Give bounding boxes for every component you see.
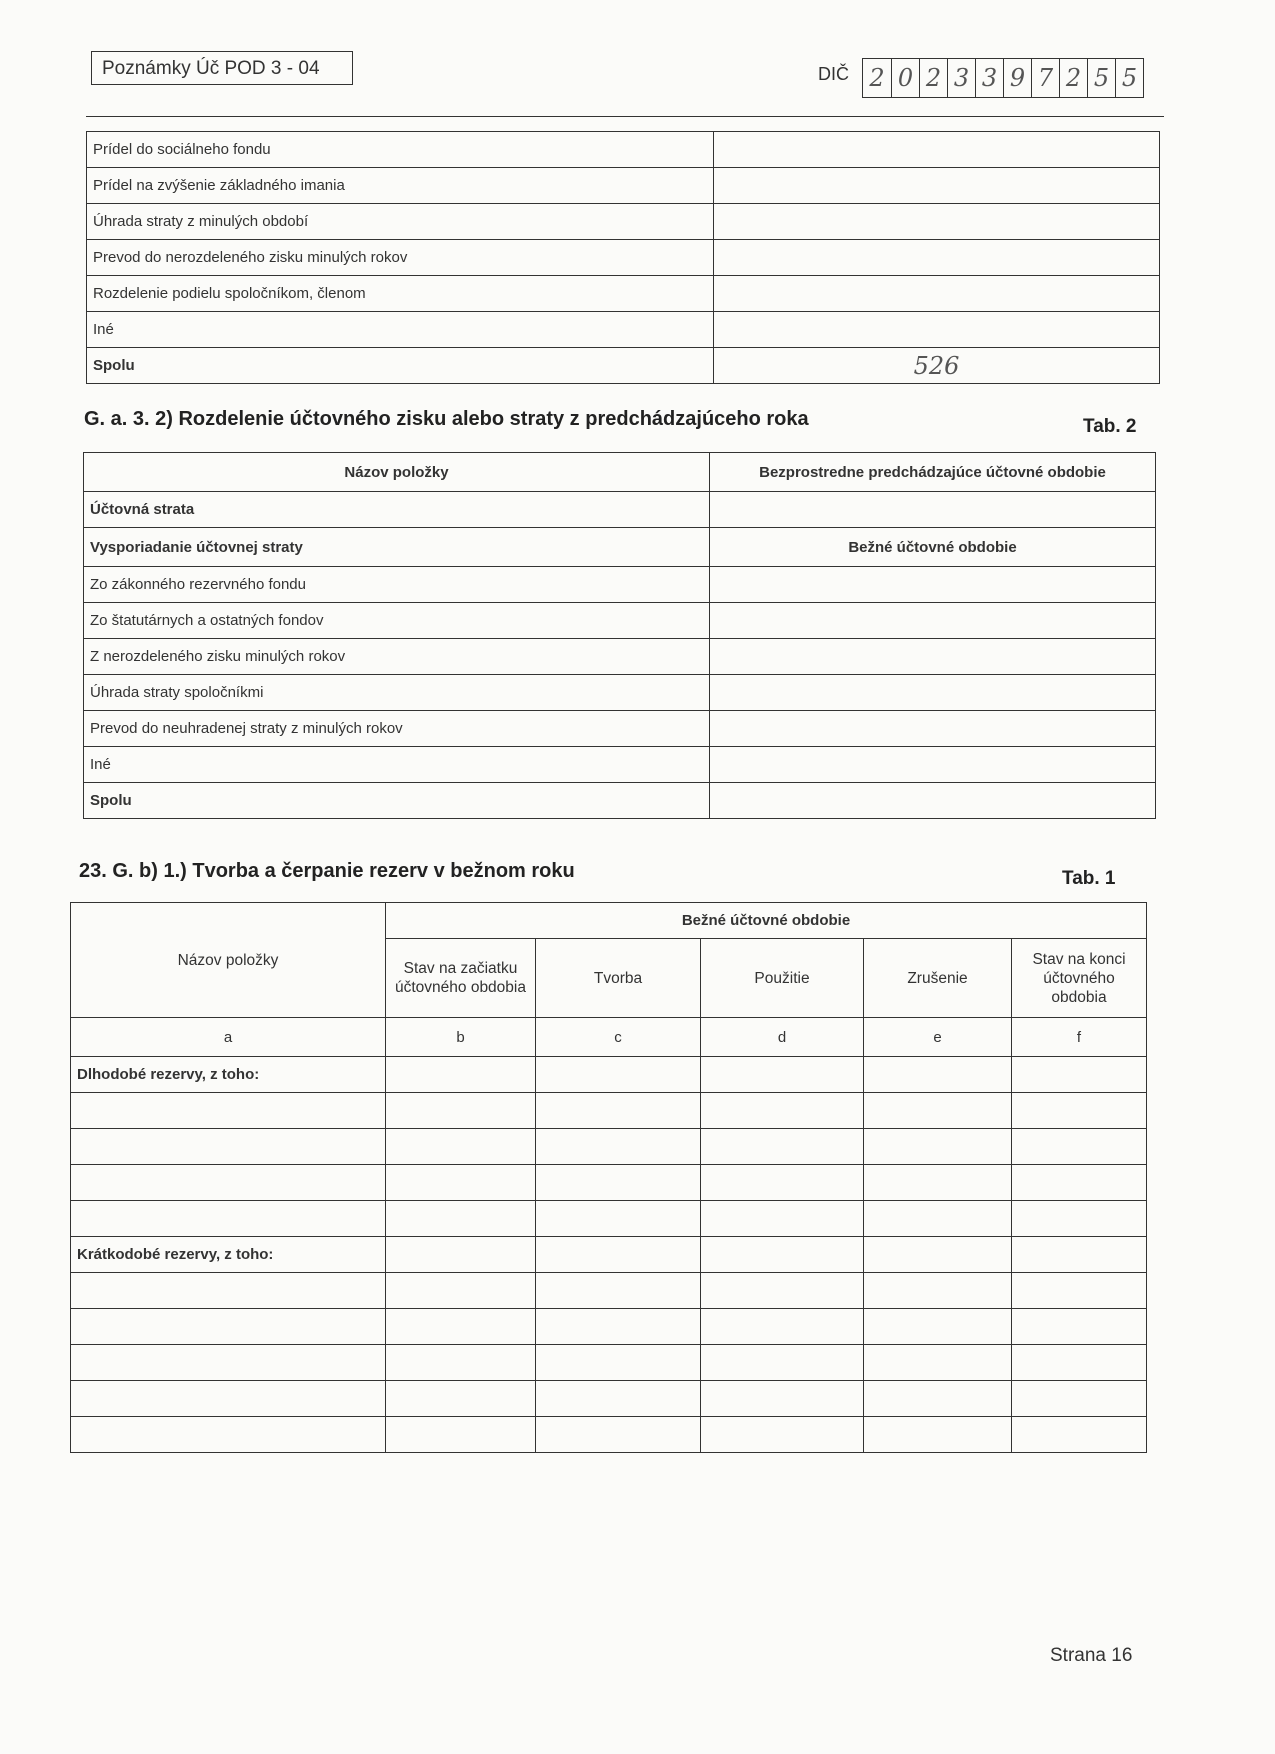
row-label: Prevod do nerozdeleného zisku minulých rokov: [87, 240, 714, 276]
row-label: Prídel do sociálneho fondu: [87, 132, 714, 168]
row-label: Vysporiadanie účtovnej straty: [84, 528, 710, 567]
table-row: [71, 1345, 1147, 1381]
value-cell: [710, 603, 1156, 639]
header-divider: [86, 116, 1164, 117]
column-letter: e: [864, 1018, 1012, 1057]
column-header: Stav na začiatku účtovného obdobia: [386, 939, 536, 1018]
group-label: Dlhodobé rezervy, z toho:: [71, 1057, 386, 1093]
value-cell: [710, 567, 1156, 603]
row-label: Iné: [87, 312, 714, 348]
table-row: [71, 1273, 1147, 1309]
table-row: [71, 1381, 1147, 1417]
page-number: Strana 16: [1050, 1645, 1133, 1666]
table-row: [87, 240, 1160, 276]
table-header-row: [71, 903, 1147, 939]
value-cell: [714, 132, 1160, 168]
table-row: [84, 603, 1156, 639]
row-label: Prídel na zvýšenie základného imania: [87, 168, 714, 204]
dic-digit: 3: [947, 59, 975, 97]
table-row: [71, 1237, 1147, 1273]
row-label: Účtovná strata: [84, 492, 710, 528]
row-label: Rozdelenie podielu spoločníkom, členom: [87, 276, 714, 312]
dic-digit: 3: [975, 59, 1003, 97]
total-label: Spolu: [84, 783, 710, 819]
table-row: [71, 1165, 1147, 1201]
column-header: Názov položky: [84, 453, 710, 492]
tab-label: Tab. 1: [1062, 868, 1116, 889]
dic-digit: 2: [919, 59, 947, 97]
table-row: [87, 132, 1160, 168]
value-cell: [714, 276, 1160, 312]
column-letter: d: [701, 1018, 864, 1057]
table-row: [84, 747, 1156, 783]
dic-digit: 2: [1059, 59, 1087, 97]
dic-digit: 2: [869, 64, 885, 92]
table-row: [71, 1093, 1147, 1129]
column-header: Bezprostredne predchádzajúce účtovné obdobie: [710, 453, 1156, 492]
tab-label: Tab. 2: [1083, 416, 1137, 437]
loss-distribution-table: [83, 452, 1156, 819]
table-row: [71, 1057, 1147, 1093]
row-label: Úhrada straty z minulých období: [87, 204, 714, 240]
section-title: G. a. 3. 2) Rozdelenie účtovného zisku alebo straty z predchádzajúceho roka: [84, 408, 809, 430]
dic-field: [862, 58, 1144, 98]
value-cell: [710, 639, 1156, 675]
row-label: Úhrada straty spoločníkmi: [84, 675, 710, 711]
column-letter: b: [386, 1018, 536, 1057]
table-row: [84, 567, 1156, 603]
dic-digit: 9: [1003, 59, 1031, 97]
column-header: Použitie: [701, 939, 864, 1018]
table-row: [87, 204, 1160, 240]
table-row: [84, 528, 1156, 567]
column-letter: a: [71, 1018, 386, 1057]
table-row: [84, 675, 1156, 711]
table-row: [84, 639, 1156, 675]
table-row: [87, 312, 1160, 348]
table-row: [84, 783, 1156, 819]
column-header: Bežné účtovné obdobie: [710, 528, 1156, 567]
value-cell: [710, 492, 1156, 528]
group-label: Krátkodobé rezervy, z toho:: [71, 1237, 386, 1273]
column-letter: f: [1012, 1018, 1147, 1057]
row-label: Zo štatutárnych a ostatných fondov: [84, 603, 710, 639]
table-row: [87, 168, 1160, 204]
row-label: Z nerozdeleného zisku minulých rokov: [84, 639, 710, 675]
value-cell: [714, 240, 1160, 276]
row-label: Zo zákonného rezervného fondu: [84, 567, 710, 603]
total-value: 526: [714, 348, 1160, 384]
column-header: Tvorba: [536, 939, 701, 1018]
table-row: [71, 1201, 1147, 1237]
section-title: 23. G. b) 1.) Tvorba a čerpanie rezerv v bežnom roku: [79, 860, 575, 882]
reserves-table: [70, 902, 1147, 1453]
table-header-row: [84, 453, 1156, 492]
value-cell: [710, 711, 1156, 747]
column-letter-row: [71, 1018, 1147, 1057]
dic-label: DIČ: [818, 64, 849, 84]
value-cell: [714, 312, 1160, 348]
dic-digit: 0: [891, 59, 919, 97]
column-letter: c: [536, 1018, 701, 1057]
value-cell: [710, 675, 1156, 711]
dic-digit: 5: [1087, 59, 1115, 97]
row-label: Iné: [84, 747, 710, 783]
form-code: Poznámky Úč POD 3 - 04: [91, 51, 353, 85]
dic-digit: 5: [1115, 59, 1143, 97]
profit-distribution-table: [86, 131, 1160, 384]
column-header: Názov položky: [71, 903, 386, 1018]
value-cell: [710, 747, 1156, 783]
table-row: [84, 492, 1156, 528]
table-row: [87, 276, 1160, 312]
table-row: [87, 348, 1160, 384]
column-header: Zrušenie: [864, 939, 1012, 1018]
period-header: Bežné účtovné obdobie: [386, 903, 1147, 939]
table-row: [71, 1129, 1147, 1165]
column-header: Stav na konci účtovného obdobia: [1012, 939, 1147, 1018]
total-label: Spolu: [87, 348, 714, 384]
table-row: [84, 711, 1156, 747]
dic-digit: 7: [1031, 59, 1059, 97]
total-value: [710, 783, 1156, 819]
table-row: [71, 1417, 1147, 1453]
value-cell: [714, 168, 1160, 204]
table-row: [71, 1309, 1147, 1345]
value-cell: [714, 204, 1160, 240]
row-label: Prevod do neuhradenej straty z minulých rokov: [84, 711, 710, 747]
